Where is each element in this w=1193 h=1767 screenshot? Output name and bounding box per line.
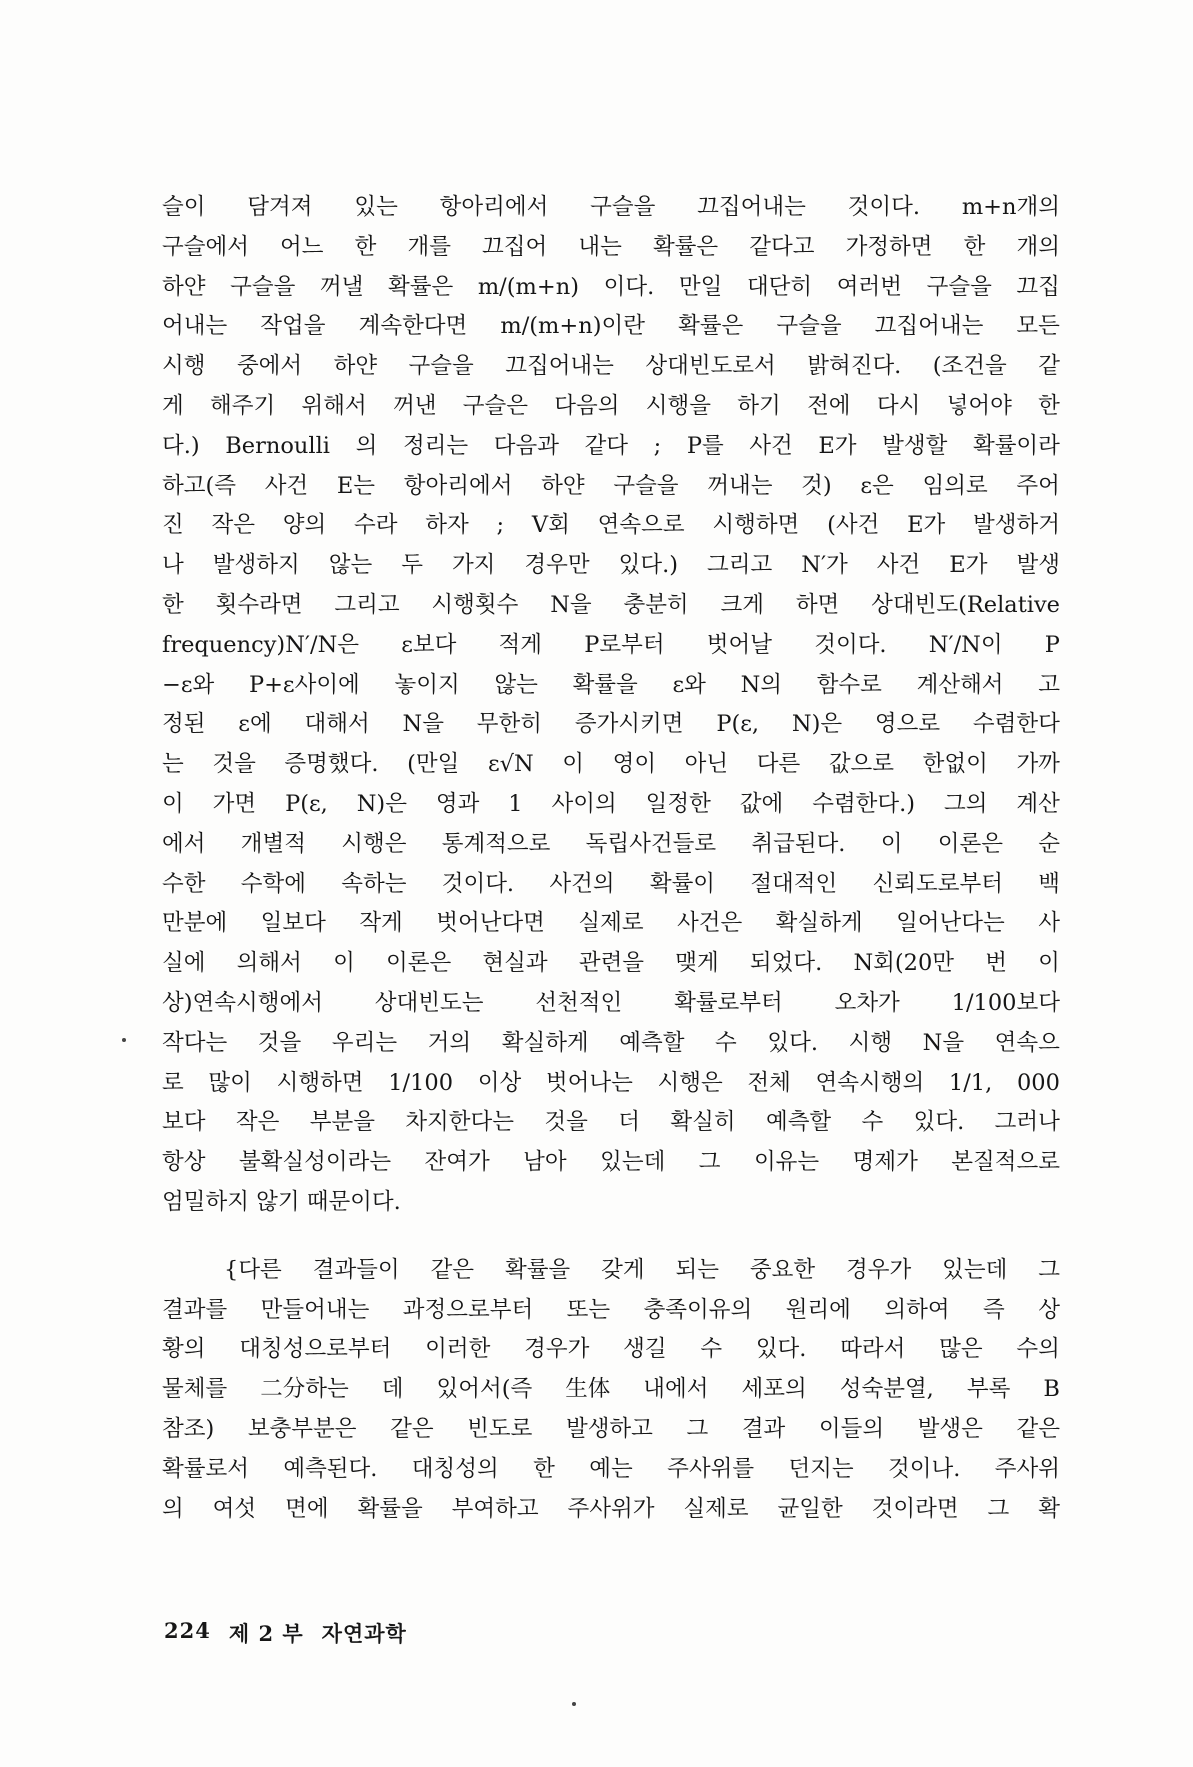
text-line: 작다는 것을 우리는 거의 확실하게 예측할 수 있다. 시행 N을 연속으 bbox=[162, 1029, 1060, 1056]
part-label: 제 2 부 bbox=[228, 1621, 304, 1646]
text-line: 하고(즉 사건 E는 항아리에서 하얀 구슬을 꺼내는 것) ε은 임의로 주어 bbox=[162, 472, 1060, 499]
text-line: 상)연속시행에서 상대빈도는 선천적인 확률로부터 오차가 1/100보다 bbox=[162, 989, 1060, 1016]
scan-speck bbox=[572, 1702, 576, 1706]
text-line: 다.) Bernoulli 의 정리는 다음과 같다 ; P를 사건 E가 발생할 확률이라 bbox=[162, 432, 1060, 459]
text-line: 보다 작은 부분을 차지한다는 것을 더 확실히 예측할 수 있다. 그러나 bbox=[162, 1109, 1060, 1136]
text-line: {다른 결과들이 같은 확률을 갖게 되는 중요한 경우가 있는데 그 bbox=[224, 1256, 1060, 1283]
paragraph-1 bbox=[162, 188, 1060, 1223]
text-line: 항상 불확실성이라는 잔여가 남아 있는데 그 이유는 명제가 본질적으로 bbox=[162, 1149, 1060, 1176]
text-line: 게 해주기 위해서 꺼낸 구슬은 다음의 시행을 하기 전에 다시 넣어야 한 bbox=[162, 392, 1060, 419]
text-line: 만분에 일보다 작게 벗어난다면 실제로 사건은 확실하게 일어난다는 사 bbox=[162, 910, 1060, 937]
text-line: 에서 개별적 시행은 통계적으로 독립사건들로 취급된다. 이 이론은 순 bbox=[162, 830, 1060, 857]
text-line: 는 것을 증명했다. (만일 ε√N 이 영이 아닌 다른 값으로 한없이 가까 bbox=[162, 751, 1060, 778]
section-label: 자연과학 bbox=[321, 1621, 407, 1646]
text-line: 확률로서 예측된다. 대칭성의 한 예는 주사위를 던지는 것이나. 주사위 bbox=[162, 1455, 1060, 1482]
scan-speck bbox=[122, 1038, 126, 1042]
body-text bbox=[162, 188, 1060, 1529]
text-line: 구슬에서 어느 한 개를 끄집어 내는 확률은 같다고 가정하면 한 개의 bbox=[162, 233, 1060, 260]
text-line: 참조) 보충부분은 같은 빈도로 발생하고 그 결과 이들의 발생은 같은 bbox=[162, 1415, 1060, 1442]
text-line: 한 횟수라면 그리고 시행횟수 N을 충분히 크게 하면 상대빈도(Relative bbox=[162, 591, 1060, 618]
text-line: 로 많이 시행하면 1/100 이상 벗어나는 시행은 전체 연속시행의 1/1, 000 bbox=[162, 1069, 1060, 1096]
text-line: 슬이 담겨져 있는 항아리에서 구슬을 끄집어내는 것이다. m+n개의 bbox=[162, 194, 1060, 220]
page-footer bbox=[164, 1618, 407, 1648]
text-line: 나 발생하지 않는 두 가지 경우만 있다.) 그리고 N′가 사건 E가 발생 bbox=[162, 552, 1060, 579]
text-line: 진 작은 양의 수라 하자 ; V회 연속으로 시행하면 (사건 E가 발생하거 bbox=[162, 512, 1060, 539]
page-number: 224 bbox=[164, 1618, 211, 1643]
text-line: 시행 중에서 하얀 구슬을 끄집어내는 상대빈도로서 밝혀진다. (조건을 같 bbox=[162, 353, 1060, 380]
text-line: 의 여섯 면에 확률을 부여하고 주사위가 실제로 균일한 것이라면 그 확 bbox=[162, 1495, 1060, 1522]
text-line: 결과를 만들어내는 과정으로부터 또는 충족이유의 원리에 의하여 즉 상 bbox=[162, 1296, 1060, 1323]
text-line: 실에 의해서 이 이론은 현실과 관련을 맺게 되었다. N회(20만 번 이 bbox=[162, 950, 1060, 977]
text-line: 황의 대칭성으로부터 이러한 경우가 생길 수 있다. 따라서 많은 수의 bbox=[162, 1336, 1060, 1363]
text-line: 하얀 구슬을 꺼낼 확률은 m/(m+n) 이다. 만일 대단히 여러번 구슬을 끄집 bbox=[162, 273, 1060, 300]
paragraph-gap bbox=[162, 1223, 1060, 1251]
paragraph-2 bbox=[162, 1251, 1060, 1530]
text-line: −ε와 P+ε사이에 놓이지 않는 확률을 ε와 N의 함수로 계산해서 고 bbox=[162, 671, 1060, 698]
text-line: 어내는 작업을 계속한다면 m/(m+n)이란 확률은 구슬을 끄집어내는 모든 bbox=[162, 313, 1060, 340]
text-line: 엄밀하지 않기 때문이다. bbox=[162, 1188, 401, 1215]
text-line: 정된 ε에 대해서 N을 무한히 증가시키면 P(ε, N)은 영으로 수렴한다 bbox=[162, 711, 1060, 738]
text-line: 수한 수학에 속하는 것이다. 사건의 확률이 절대적인 신뢰도로부터 백 bbox=[162, 870, 1060, 897]
text-line: frequency)N′/N은 ε보다 적게 P로부터 벗어날 것이다. N′/N이 P bbox=[162, 631, 1060, 658]
text-line: 이 가면 P(ε, N)은 영과 1 사이의 일정한 값에 수렴한다.) 그의 계산 bbox=[162, 790, 1060, 817]
text-line: 물체를 二分하는 데 있어서(즉 生体 내에서 세포의 성숙분열, 부록 B bbox=[162, 1376, 1060, 1403]
